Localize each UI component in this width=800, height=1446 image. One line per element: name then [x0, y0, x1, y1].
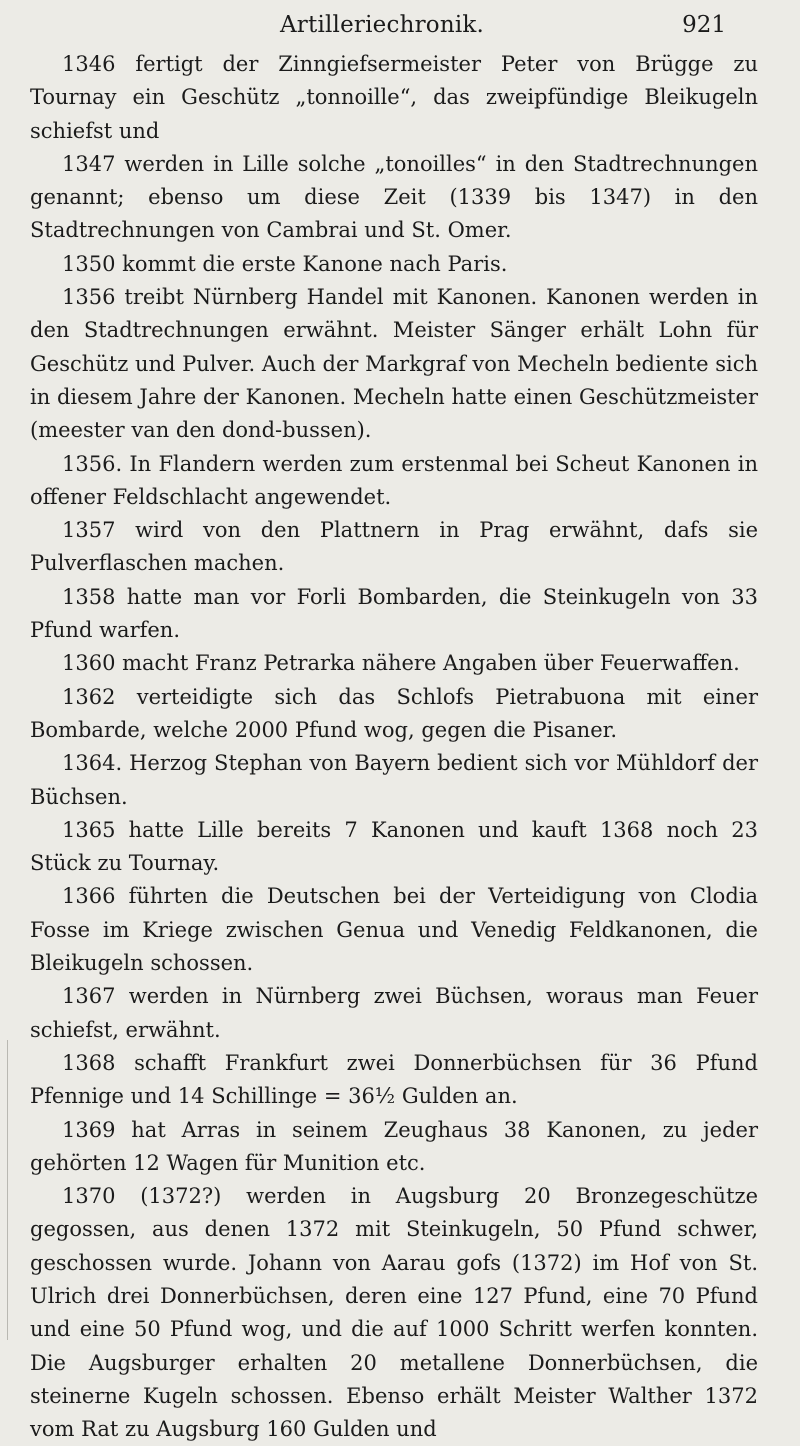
paragraph: 1366 führten die Deutschen bei der Verteidigung von Clodia Fosse im Kriege zwischen Genua und Venedig Feldkanonen, die Bleikugeln schossen. [30, 884, 758, 976]
paragraph: 1365 hatte Lille bereits 7 Kanonen und kauft 1368 noch 23 Stück zu Tournay. [30, 817, 758, 876]
paragraph: 1356 treibt Nürnberg Handel mit Kanonen. Kanonen werden in den Stadtrechnungen erwähnt. Meister Sänger erhält Lohn für Geschütz und Pulver. Auch der Markgraf von Mecheln bediente sich in diesem Jahre der Kanonen. Mecheln hatte einen Geschützmeister (meester van den dond-bussen). [30, 285, 758, 443]
body-text [30, 48, 758, 1446]
paragraph: 1364. Herzog Stephan von Bayern bedient sich vor Mühldorf der Büchsen. [30, 751, 758, 809]
paragraph: 1358 hatte man vor Forli Bombarden, die Steinkugeln von 33 Pfund warfen. [30, 584, 758, 643]
paragraph: 1370 (1372?) werden in Augsburg 20 Bronzegeschütze gegossen, aus denen 1372 mit Steinkugeln, 50 Pfund schwer, geschossen wurde. Johann von Aarau gofs (1372) im Hof von St. Ulrich drei Donnerbüchsen, deren eine 127 Pfund, eine 70 Pfund und eine 50 Pfund wog, und die auf 1000 Schritt werfen konnten. Die Augsburger erhalten 20 metallene Donnerbüchsen, die steinerne Kugeln schossen. Ebenso erhält Meister Walther 1372 vom Rat zu Augsburg 160 Gulden und [30, 1184, 758, 1442]
paragraph: 1369 hat Arras in seinem Zeughaus 38 Kanonen, zu jeder gehörten 12 Wagen für Munition etc. [30, 1117, 758, 1175]
page-header [0, 6, 800, 46]
paragraph: 1346 fertigt der Zinngiefsermeister Peter von Brügge zu Tournay ein Geschütz „tonnoille“, das zweipfündige Bleikugeln schiefst und [30, 52, 758, 143]
paragraph: 1367 werden in Nürnberg zwei Büchsen, woraus man Feuer schiefst, erwähnt. [30, 984, 758, 1042]
paragraph: 1368 schafft Frankfurt zwei Donnerbüchsen für 36 Pfund Pfennige und 14 Schillinge = 36½ Gulden an. [30, 1050, 758, 1109]
paragraph: 1357 wird von den Plattnern in Prag erwähnt, dafs sie Pulverflaschen machen. [30, 518, 758, 576]
running-title: Artilleriechronik. [280, 12, 485, 38]
paragraph: 1360 macht Franz Petrarka nähere Angaben über Feuerwaffen. [62, 651, 740, 676]
paragraph: 1347 werden in Lille solche „tonoilles“ in den Stadtrechnungen genannt; ebenso um diese Zeit (1339 bis 1347) in den Stadtrechnungen von Cambrai und St. Omer. [30, 151, 758, 243]
paragraph: 1362 verteidigte sich das Schlofs Pietrabuona mit einer Bombarde, welche 2000 Pfund wog, gegen die Pisaner. [30, 684, 758, 742]
page-number: 921 [682, 12, 726, 38]
page-edge-shadow [7, 1040, 8, 1340]
paragraph: 1356. In Flandern werden zum erstenmal bei Scheut Kanonen in offener Feldschlacht angewendet. [30, 451, 758, 509]
paragraph: 1350 kommt die erste Kanone nach Paris. [62, 251, 508, 276]
